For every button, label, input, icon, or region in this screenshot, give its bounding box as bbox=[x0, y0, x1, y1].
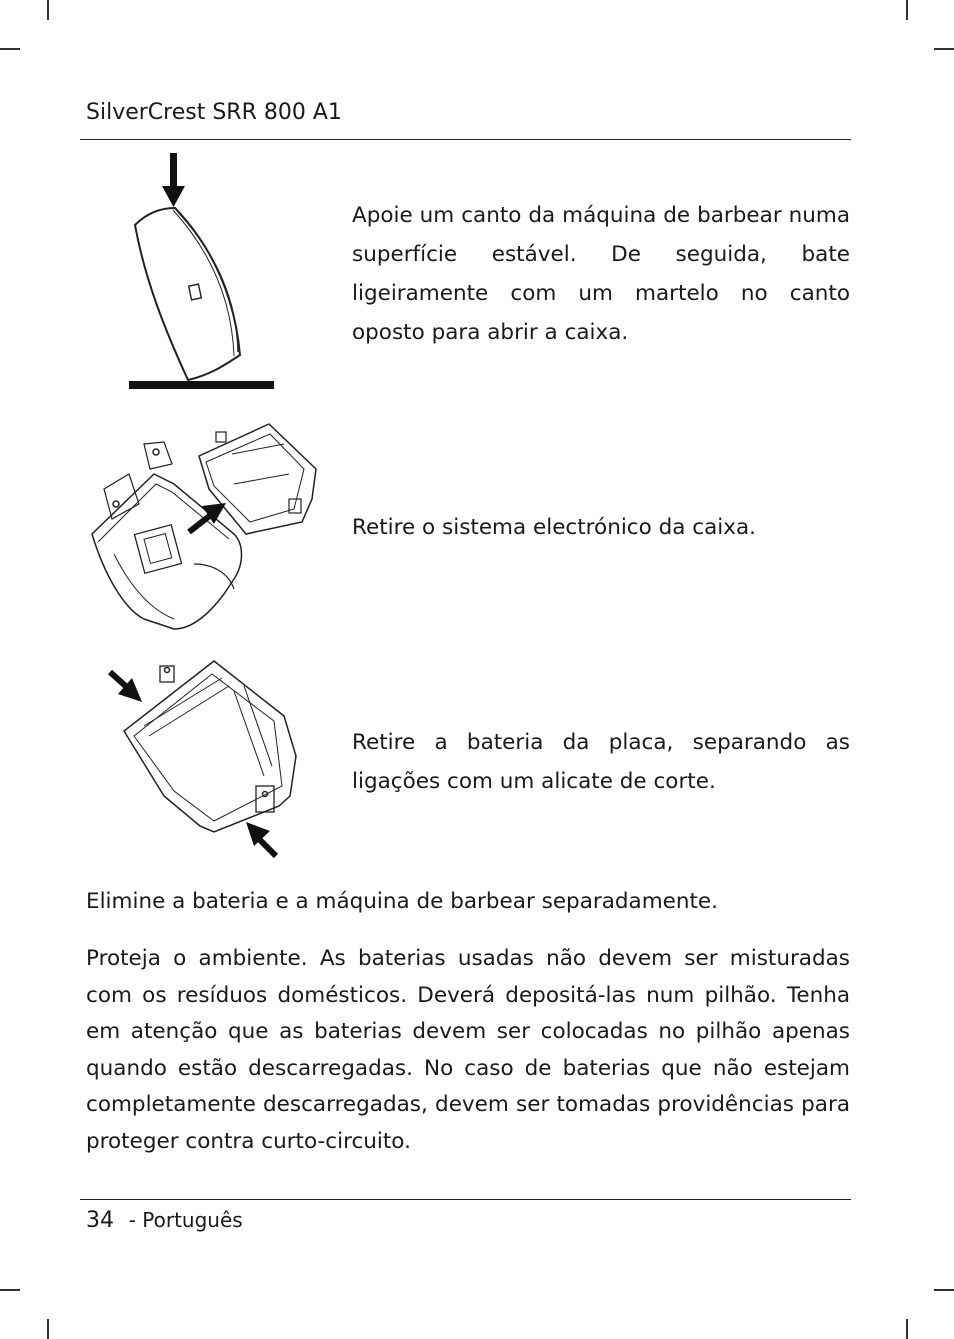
page-header-title: SilverCrest SRR 800 A1 bbox=[86, 100, 342, 125]
step-1-text: Apoie um canto da máquina de barbear numa superfície estável. De seguida, bate ligeiramente com um martelo no canto oposto para abrir a caixa. bbox=[352, 203, 850, 345]
remove-electronics-illustration bbox=[84, 414, 330, 636]
page-number: 34 bbox=[86, 1208, 114, 1233]
crop-mark bbox=[47, 1319, 49, 1339]
environment-paragraph: Proteja o ambiente. As baterias usadas não devem ser misturadas com os resíduos domésticos. Deverá depositá-las num pilhão. Tenha em atenção que as baterias devem ser colocadas no pilhão apenas quando estão descarregadas. No caso de baterias que não estejam completamente descarregadas, devem ser tomadas providências para proteger contra curto-circuito. bbox=[86, 946, 850, 1154]
crop-mark bbox=[934, 1289, 954, 1291]
crop-mark bbox=[906, 1319, 908, 1339]
header-rule bbox=[80, 139, 851, 140]
step-3-text: Retire a bateria da placa, separando as ligações com um alicate de corte. bbox=[352, 730, 850, 794]
crop-mark bbox=[47, 0, 49, 20]
disposal-paragraph: Elimine a bateria e a máquina de barbear separadamente. bbox=[86, 889, 718, 914]
crop-mark bbox=[0, 48, 20, 50]
crop-mark bbox=[0, 1289, 20, 1291]
step-2-text: Retire o sistema electrónico da caixa. bbox=[352, 515, 756, 540]
crop-mark bbox=[934, 48, 954, 50]
footer-rule bbox=[80, 1199, 851, 1200]
battery-removal-illustration bbox=[104, 656, 304, 862]
shaver-on-surface-illustration bbox=[120, 150, 280, 395]
page-footer bbox=[86, 1208, 243, 1233]
language-label: - Português bbox=[128, 1208, 243, 1232]
crop-mark bbox=[906, 0, 908, 20]
